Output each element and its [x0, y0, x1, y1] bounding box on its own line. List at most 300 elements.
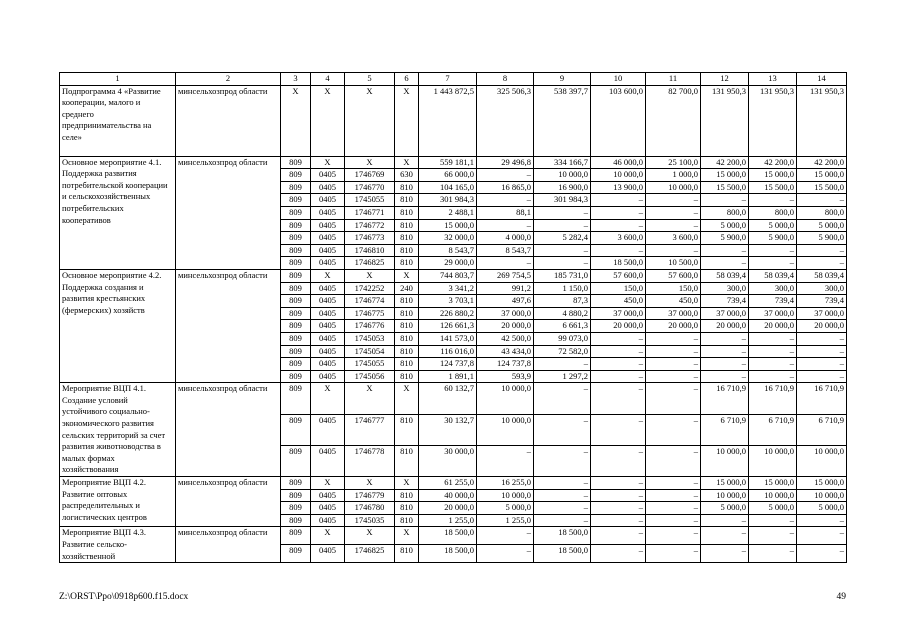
table-cell: – [534, 244, 591, 257]
table-cell: 1 255,0 [477, 514, 534, 527]
table-cell: 810 [395, 514, 419, 527]
table-cell: 57 600,0 [646, 269, 701, 282]
table-cell: 1 297,2 [534, 370, 591, 383]
table-cell: 5 000,0 [797, 219, 847, 232]
table-cell: 131 950,3 [797, 85, 847, 156]
table-cell: – [646, 244, 701, 257]
table-cell: 809 [281, 383, 311, 414]
table-cell: – [701, 257, 749, 270]
table-cell: 0405 [311, 194, 345, 207]
table-cell: 809 [281, 244, 311, 257]
table-cell: – [591, 477, 646, 490]
table-cell: 15 000,0 [419, 219, 477, 232]
table-cell: 450,0 [646, 295, 701, 308]
table-cell: 30 000,0 [419, 445, 477, 476]
table-cell: 810 [395, 206, 419, 219]
table-cell: 1746771 [345, 206, 395, 219]
table-cell: – [646, 502, 701, 515]
table-cell: – [797, 257, 847, 270]
table-cell: 124 737,8 [419, 358, 477, 371]
table-cell: 10 000,0 [797, 445, 847, 476]
table-cell: 1 443 872,5 [419, 85, 477, 156]
table-cell: 809 [281, 414, 311, 445]
executor-cell: минсельхозпрод области [176, 269, 281, 382]
table-row [60, 156, 847, 169]
table-cell: 809 [281, 219, 311, 232]
table-cell: – [797, 527, 847, 545]
table-cell: 1745035 [345, 514, 395, 527]
table-cell: 810 [395, 489, 419, 502]
program-name-cell: Основное мероприятие 4.1. Поддержка развития потребительской кооперации и сельскохозяйственных потребительских кооперативов [60, 156, 176, 269]
table-cell: 809 [281, 332, 311, 345]
table-cell: 20 000,0 [419, 502, 477, 515]
table-cell: – [477, 527, 534, 545]
table-cell: 0405 [311, 445, 345, 476]
table-cell: 809 [281, 257, 311, 270]
table-cell: – [797, 244, 847, 257]
table-cell: 16 900,0 [534, 181, 591, 194]
budget-table [59, 72, 847, 563]
table-cell: 20 000,0 [477, 320, 534, 333]
table-cell: – [749, 244, 797, 257]
table-cell: 809 [281, 282, 311, 295]
column-number-header: 6 [395, 73, 419, 86]
table-cell: 87,3 [534, 295, 591, 308]
executor-cell: минсельхозпрод области [176, 85, 281, 156]
table-cell: – [591, 206, 646, 219]
table-cell: – [646, 383, 701, 414]
table-cell: – [534, 257, 591, 270]
table-cell: 810 [395, 332, 419, 345]
table-cell: 16 710,9 [701, 383, 749, 414]
table-row [60, 527, 847, 545]
table-cell: 1 891,1 [419, 370, 477, 383]
table-cell: – [797, 370, 847, 383]
table-cell: 37 000,0 [749, 307, 797, 320]
table-cell: 991,2 [477, 282, 534, 295]
table-cell: 4 000,0 [477, 232, 534, 245]
table-cell: 1745054 [345, 345, 395, 358]
table-cell: 5 000,0 [749, 502, 797, 515]
table-cell: – [477, 545, 534, 563]
table-cell: – [534, 414, 591, 445]
table-cell: 43 434,0 [477, 345, 534, 358]
table-cell: 150,0 [646, 282, 701, 295]
table-cell: – [534, 358, 591, 371]
table-cell: – [591, 383, 646, 414]
table-cell: 0405 [311, 345, 345, 358]
table-cell: 0405 [311, 295, 345, 308]
table-cell: 42 500,0 [477, 332, 534, 345]
executor-cell: минсельхозпрод области [176, 527, 281, 563]
table-cell: – [534, 489, 591, 502]
table-cell: 124 737,8 [477, 358, 534, 371]
table-cell: 0405 [311, 257, 345, 270]
table-cell: Х [345, 156, 395, 169]
table-cell: Х [395, 85, 419, 156]
table-cell: Х [395, 383, 419, 414]
table-cell: 10 000,0 [477, 414, 534, 445]
table-cell: – [646, 489, 701, 502]
table-cell: 10 000,0 [591, 169, 646, 182]
table-cell: 809 [281, 320, 311, 333]
table-cell: 0405 [311, 282, 345, 295]
table-cell: 810 [395, 219, 419, 232]
table-cell: – [591, 514, 646, 527]
table-cell: 37 000,0 [591, 307, 646, 320]
table-cell: 1 000,0 [646, 169, 701, 182]
table-cell: 18 500,0 [419, 527, 477, 545]
table-cell: 593,9 [477, 370, 534, 383]
table-cell: 1745056 [345, 370, 395, 383]
table-cell: 10 000,0 [477, 383, 534, 414]
table-cell: 3 600,0 [591, 232, 646, 245]
table-cell: 18 500,0 [591, 257, 646, 270]
table-cell: 103 600,0 [591, 85, 646, 156]
table-cell: 185 731,0 [534, 269, 591, 282]
table-cell: – [646, 445, 701, 476]
table-cell: 1746775 [345, 307, 395, 320]
column-number-header: 9 [534, 73, 591, 86]
table-cell: 0405 [311, 320, 345, 333]
table-cell: 72 582,0 [534, 345, 591, 358]
table-cell: Х [311, 269, 345, 282]
table-cell: – [797, 332, 847, 345]
table-cell: – [591, 445, 646, 476]
table-cell: 538 397,7 [534, 85, 591, 156]
table-cell: – [749, 545, 797, 563]
table-cell: 809 [281, 502, 311, 515]
table-cell: 20 000,0 [646, 320, 701, 333]
table-cell: 126 661,3 [419, 320, 477, 333]
program-name-cell: Мероприятие ВЦП 4.2. Развитие оптовых распределительных и логистических центров [60, 477, 176, 527]
table-cell: Х [345, 527, 395, 545]
table-row [60, 383, 847, 414]
table-cell: 809 [281, 477, 311, 490]
table-cell: 37 000,0 [477, 307, 534, 320]
table-cell: 104 165,0 [419, 181, 477, 194]
table-cell: – [646, 332, 701, 345]
table-cell: 810 [395, 358, 419, 371]
table-cell: 1746778 [345, 445, 395, 476]
table-cell: 739,4 [797, 295, 847, 308]
table-cell: 15 500,0 [701, 181, 749, 194]
table-cell: 6 710,9 [749, 414, 797, 445]
table-cell: 0405 [311, 370, 345, 383]
table-cell: – [534, 502, 591, 515]
table-cell: 3 703,1 [419, 295, 477, 308]
table-cell: 0405 [311, 232, 345, 245]
table-cell: 1745055 [345, 194, 395, 207]
page-number: 49 [836, 592, 846, 602]
table-cell: 301 984,3 [419, 194, 477, 207]
table-cell: 450,0 [591, 295, 646, 308]
table-cell: 8 543,7 [419, 244, 477, 257]
executor-cell: минсельхозпрод области [176, 477, 281, 527]
table-cell: – [646, 370, 701, 383]
table-cell: 10 000,0 [749, 445, 797, 476]
table-cell: 810 [395, 370, 419, 383]
table-cell: 559 181,1 [419, 156, 477, 169]
table-cell: – [477, 219, 534, 232]
table-cell: 42 200,0 [797, 156, 847, 169]
table-cell: 1746774 [345, 295, 395, 308]
table-cell: 5 900,0 [797, 232, 847, 245]
table-cell: 57 600,0 [591, 269, 646, 282]
table-cell: – [646, 206, 701, 219]
table-cell: 16 255,0 [477, 477, 534, 490]
table-cell: 809 [281, 489, 311, 502]
table-cell: – [591, 502, 646, 515]
program-name-cell: Мероприятие ВЦП 4.1. Создание условий устойчивого социально-экономического развития сельских территорий за счет развития животноводства в малых формах хозяйствования [60, 383, 176, 477]
table-cell: – [646, 414, 701, 445]
table-cell: 16 865,0 [477, 181, 534, 194]
column-number-header: 11 [646, 73, 701, 86]
table-cell: 150,0 [591, 282, 646, 295]
table-cell: – [591, 414, 646, 445]
table-cell: 1746780 [345, 502, 395, 515]
table-cell: – [534, 383, 591, 414]
table-cell: 5 900,0 [701, 232, 749, 245]
table-cell: – [534, 445, 591, 476]
table-cell: 15 000,0 [749, 477, 797, 490]
table-cell: 20 000,0 [591, 320, 646, 333]
table-cell: 809 [281, 156, 311, 169]
table-cell: – [591, 489, 646, 502]
table-row [60, 85, 847, 156]
table-cell: 1745053 [345, 332, 395, 345]
table-cell: – [591, 332, 646, 345]
table-cell: 0405 [311, 206, 345, 219]
table-cell: 30 132,7 [419, 414, 477, 445]
table-cell: 18 500,0 [534, 527, 591, 545]
table-cell: 809 [281, 232, 311, 245]
table-cell: 809 [281, 269, 311, 282]
table-cell: 0405 [311, 514, 345, 527]
table-cell: 809 [281, 295, 311, 308]
table-cell: 809 [281, 169, 311, 182]
table-cell: – [534, 477, 591, 490]
table-cell: 325 506,3 [477, 85, 534, 156]
table-cell: – [477, 445, 534, 476]
table-cell: 15 000,0 [749, 169, 797, 182]
program-name-cell: Подпрограмма 4 «Развитие кооперации, малого и среднего предпринимательства на селе» [60, 85, 176, 156]
table-cell: 0405 [311, 358, 345, 371]
table-cell: 61 255,0 [419, 477, 477, 490]
table-cell: Х [345, 477, 395, 490]
table-cell: – [701, 527, 749, 545]
table-cell: 810 [395, 414, 419, 445]
table-cell: 810 [395, 257, 419, 270]
table-cell: 810 [395, 502, 419, 515]
table-cell: 1746777 [345, 414, 395, 445]
table-cell: – [701, 514, 749, 527]
table-cell: 744 803,7 [419, 269, 477, 282]
table-cell: – [701, 345, 749, 358]
table-cell: – [797, 345, 847, 358]
table-cell: 809 [281, 345, 311, 358]
table-cell: Х [311, 156, 345, 169]
program-name-cell: Основное мероприятие 4.2. Поддержка создания и развития крестьянских (фермерских) хозяйств [60, 269, 176, 382]
table-cell: 18 500,0 [419, 545, 477, 563]
table-cell: Х [311, 477, 345, 490]
table-cell: 58 039,4 [797, 269, 847, 282]
column-number-header: 14 [797, 73, 847, 86]
table-cell: – [749, 332, 797, 345]
table-cell: 810 [395, 320, 419, 333]
table-cell: 0405 [311, 489, 345, 502]
table-cell: 20 000,0 [701, 320, 749, 333]
table-cell: 800,0 [701, 206, 749, 219]
table-cell: 1746773 [345, 232, 395, 245]
table-cell: 810 [395, 545, 419, 563]
table-cell: 0405 [311, 169, 345, 182]
table-cell: – [797, 358, 847, 371]
table-cell: Х [345, 383, 395, 414]
table-cell: – [749, 257, 797, 270]
table-cell: – [591, 358, 646, 371]
table-cell: 141 573,0 [419, 332, 477, 345]
table-cell: 5 900,0 [749, 232, 797, 245]
table-cell: 6 710,9 [701, 414, 749, 445]
table-cell: – [797, 545, 847, 563]
table-cell: 46 000,0 [591, 156, 646, 169]
table-cell: 300,0 [797, 282, 847, 295]
table-cell: 15 000,0 [797, 477, 847, 490]
table-cell: 809 [281, 527, 311, 545]
table-cell: 15 000,0 [797, 169, 847, 182]
table-cell: 0405 [311, 545, 345, 563]
table-cell: 0405 [311, 502, 345, 515]
table-cell: – [477, 257, 534, 270]
table-cell: 1746769 [345, 169, 395, 182]
table-cell: 809 [281, 370, 311, 383]
table-cell: 1745055 [345, 358, 395, 371]
table-cell: 269 754,5 [477, 269, 534, 282]
table-cell: 809 [281, 545, 311, 563]
table-cell: 131 950,3 [749, 85, 797, 156]
table-cell: 1746825 [345, 545, 395, 563]
table-cell: 10 000,0 [701, 445, 749, 476]
table-cell: 301 984,3 [534, 194, 591, 207]
table-cell: Х [311, 85, 345, 156]
table-row [60, 269, 847, 282]
table-cell: 15 500,0 [749, 181, 797, 194]
table-cell: 0405 [311, 244, 345, 257]
executor-cell: минсельхозпрод области [176, 383, 281, 477]
table-cell: 3 341,2 [419, 282, 477, 295]
table-cell: 37 000,0 [646, 307, 701, 320]
table-cell: 16 710,9 [749, 383, 797, 414]
table-cell: 0405 [311, 307, 345, 320]
table-cell: 3 600,0 [646, 232, 701, 245]
table-cell: 5 000,0 [797, 502, 847, 515]
table-cell: 29 000,0 [419, 257, 477, 270]
table-cell: – [646, 477, 701, 490]
table-cell: 32 000,0 [419, 232, 477, 245]
table-cell: – [591, 244, 646, 257]
table-cell: – [749, 514, 797, 527]
table-cell: – [591, 527, 646, 545]
table-cell: – [701, 244, 749, 257]
table-cell: 739,4 [701, 295, 749, 308]
table-cell: – [749, 194, 797, 207]
table-cell: – [646, 358, 701, 371]
table-cell: 42 200,0 [701, 156, 749, 169]
table-cell: 240 [395, 282, 419, 295]
table-cell: – [477, 169, 534, 182]
table-cell: 2 488,1 [419, 206, 477, 219]
table-cell: 1746825 [345, 257, 395, 270]
table-cell: 5 282,4 [534, 232, 591, 245]
column-number-header: 10 [591, 73, 646, 86]
table-cell: – [646, 514, 701, 527]
table-cell: – [477, 194, 534, 207]
table-cell: – [749, 345, 797, 358]
table-cell: 20 000,0 [797, 320, 847, 333]
table-cell: 66 000,0 [419, 169, 477, 182]
table-cell: – [749, 370, 797, 383]
table-cell: 29 496,8 [477, 156, 534, 169]
table-cell: 809 [281, 181, 311, 194]
table-cell: 810 [395, 244, 419, 257]
table-cell: Х [311, 527, 345, 545]
table-cell: – [701, 358, 749, 371]
table-cell: 131 950,3 [701, 85, 749, 156]
table-cell: 1746770 [345, 181, 395, 194]
table-cell: – [749, 358, 797, 371]
table-cell: – [646, 545, 701, 563]
table-cell: 6 661,3 [534, 320, 591, 333]
table-cell: 58 039,4 [701, 269, 749, 282]
table-cell: 1746779 [345, 489, 395, 502]
table-cell: 810 [395, 307, 419, 320]
table-cell: – [701, 545, 749, 563]
table-cell: 630 [395, 169, 419, 182]
column-number-header: 4 [311, 73, 345, 86]
table-cell: 0405 [311, 414, 345, 445]
table-cell: 0405 [311, 181, 345, 194]
table-cell: 5 000,0 [749, 219, 797, 232]
table-cell: 1742252 [345, 282, 395, 295]
footer-file-path: Z:\ORST\Ppo\0918p600.f15.docx [59, 592, 189, 602]
table-cell: 809 [281, 194, 311, 207]
table-cell: 800,0 [749, 206, 797, 219]
table-cell: 18 500,0 [534, 545, 591, 563]
table-cell: 497,6 [477, 295, 534, 308]
executor-cell: минсельхозпрод области [176, 156, 281, 269]
table-cell: 25 100,0 [646, 156, 701, 169]
table-cell: – [646, 219, 701, 232]
table-cell: – [797, 514, 847, 527]
table-cell: 99 073,0 [534, 332, 591, 345]
program-name-cell: Мероприятие ВЦП 4.3. Развитие сельско-хозяйственной [60, 527, 176, 563]
table-cell: 300,0 [749, 282, 797, 295]
table-cell: 20 000,0 [749, 320, 797, 333]
table-cell: 1 255,0 [419, 514, 477, 527]
table-row [60, 477, 847, 490]
table-cell: 10 000,0 [534, 169, 591, 182]
table-cell: – [591, 545, 646, 563]
table-cell: 810 [395, 445, 419, 476]
table-cell: 5 000,0 [701, 502, 749, 515]
table-cell: 809 [281, 358, 311, 371]
table-cell: 809 [281, 206, 311, 219]
table-cell: 810 [395, 295, 419, 308]
column-number-header: 3 [281, 73, 311, 86]
table-cell: – [534, 514, 591, 527]
table-cell: Х [345, 85, 395, 156]
